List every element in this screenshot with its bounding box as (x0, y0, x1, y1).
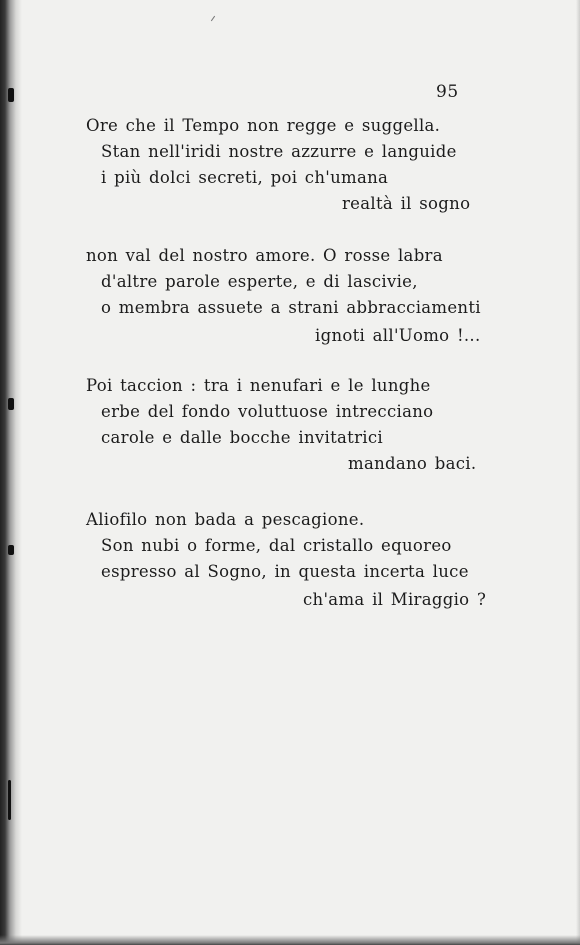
stray-ink-mark (211, 16, 215, 21)
poem-line: i più dolci secreti, poi ch'umana (101, 168, 389, 187)
poem-line: mandano baci. (348, 454, 477, 473)
poem-line: erbe del fondo voluttuose intrecciano (101, 402, 434, 421)
poem-line: ch'ama il Miraggio ? (303, 590, 487, 609)
book-spine-shadow (0, 0, 22, 945)
poem-line: carole e dalle bocche invitatrici (101, 428, 383, 447)
poem-line: o membra assuete a strani abbracciamenti (101, 298, 481, 317)
poem-line: Son nubi o forme, dal cristallo equoreo (101, 536, 452, 555)
poem-line: non val del nostro amore. O rosse labra (86, 246, 443, 265)
poem-line: Aliofilo non bada a pescagione. (86, 510, 365, 529)
poem-line: realtà il sogno (342, 194, 471, 213)
page-bottom-edge (0, 935, 580, 945)
poem-line: d'altre parole esperte, e di lascivie, (101, 272, 418, 291)
page-right-edge (576, 0, 580, 945)
spine-mark (8, 545, 14, 555)
poem-line: espresso al Sogno, in questa incerta luce (101, 562, 469, 581)
poem-line: ignoti all'Uomo !... (315, 326, 481, 345)
spine-mark (8, 398, 14, 410)
poem-line: Stan nell'iridi nostre azzurre e languide (101, 142, 457, 161)
poem-line: Poi taccion : tra i nenufari e le lunghe (86, 376, 431, 395)
spine-mark (8, 780, 11, 820)
page-number: 95 (436, 82, 459, 102)
poem-line: Ore che il Tempo non regge e suggella. (86, 116, 441, 135)
spine-mark (8, 88, 14, 102)
